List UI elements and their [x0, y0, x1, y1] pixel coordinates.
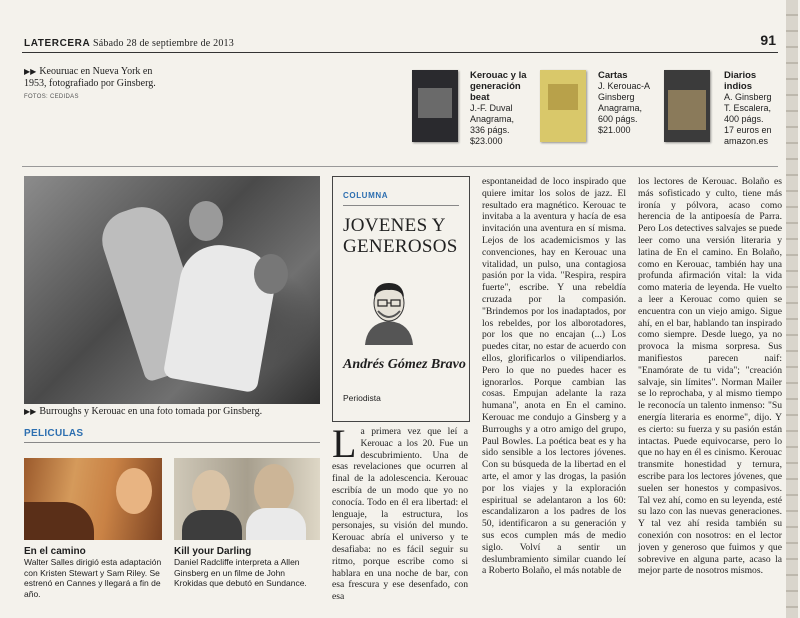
article-col-2: [482, 176, 626, 608]
movies-rule: [24, 442, 320, 443]
article-col-3: [638, 176, 782, 608]
book-info-1: Anagrama,: [470, 114, 515, 124]
article-text-1: a primera vez que leí a Kerouac a los 20. Fue un descubrimiento. Una de esas revelaciones que ocurren al final de la adolescencia. Kerouac escribía de un modo que yo no conocía. Todo en él era libertad: el lenguaje, la estructura, los personajes, su visión del mundo. Kerouac abría el universo y te desafiaba: no es fácil seguir su ritmo, porque escribe como si hablara en una noche de bar, con esa frescura y ese desenfado, con esa: [332, 426, 468, 603]
movie-2: [174, 546, 320, 589]
book-cover-image: [664, 70, 710, 142]
arrow-icon: ▶▶: [24, 67, 37, 76]
book-info-0: A. Ginsberg: [724, 92, 772, 102]
date: Sábado 28 de septiembre de 2013: [93, 38, 234, 49]
book-title: Diarios indios: [724, 70, 757, 92]
movie-1: [24, 546, 164, 599]
top-caption: [24, 66, 174, 103]
book-info-2: 400 págs.: [724, 114, 764, 124]
book-title: Cartas: [598, 70, 628, 81]
movie-still-kill-your-darling: [174, 458, 320, 540]
book-title: Kerouac y la generación beat: [470, 70, 527, 103]
burroughs-kerouac-photo: [24, 176, 320, 404]
book-info-1: Ginsberg: [598, 92, 635, 102]
page-binding-edge: [786, 0, 798, 618]
movie-text: Daniel Radcliffe interpreta a Allen Ginsberg en un filme de John Krokidas que debutó en Sundance.: [174, 557, 307, 588]
book-cover-image: [412, 70, 458, 142]
brand: LATERCERA: [24, 38, 91, 49]
column-headline: JOVENES Y GENEROSOS: [343, 215, 458, 257]
header-rule: [22, 52, 778, 53]
author-role: Periodista: [343, 393, 381, 403]
dropcap: L: [332, 426, 357, 466]
arrow-icon: ▶▶: [24, 407, 37, 416]
column-box: [332, 176, 470, 422]
book-info-3: 600 págs.: [598, 114, 638, 124]
movies-section-label: PELICULAS: [24, 428, 84, 439]
page-number: 91: [760, 32, 776, 48]
article-text-2: espontaneidad de loco inspirado que quiere imitar los solos de jazz. El resultado era magnético. Kerouac te invitaba a la aventura y hacía de esa invitación una aventura en sí misma. Lejos de los academicismos y las convenciones, hay en Kerouac una vitalidad, un pulso, una contagiosa pasión por la vida. "Respira, respira fuerte", escribe. Y una rebeldía cruzada por la compasión. "Brindemos por los inadaptados, por los rebeldes, por los alborotadores, por los que no encajan (...) Los puedes citar, no estar de acuerdo con ellos, glorificarlos o vilipendiarlos. Pero lo que no puedes hacer es ignorarlos. Porque cambian las cosas. Empujan adelante la raza humana", anota en En el camino. Kerouac me condujo a Ginsberg y a Burroughs y a otro amigo del grupo, Paul Bowles. La poética beat es y ha sido sensible a los lectores jóvenes. Con su búsqueda de la libertad en el arte, el amor y las drogas, la pasión por los viajes y la exploración espiritual se adelantaron a los 60: escandalizaron a los padres de los 50, identificaron a su generación y sus ecos cumplen más de medio siglo. Volví a sentir un deslumbramiento similar cuando leí a Roberto Bolaño, el más notable de: [482, 176, 626, 577]
main-caption-text: Burroughs y Kerouac en una foto tomada por Ginsberg.: [39, 406, 263, 417]
book-info-1: T. Escalera,: [724, 103, 772, 113]
book-info-4: $21.000: [598, 125, 631, 135]
book-info-2: 336 págs.: [470, 125, 510, 135]
book-cover-image: [540, 70, 586, 142]
article-text-3: los lectores de Kerouac. Bolaño es más sofisticado y culto, tiene más ironía y pólvora, acaso como herencia de la antipoesía de Parra. Pero Los detectives salvajes se puede leer como una versión literaria y latina de En el camino. En Bolaño, como en Kerouac, también hay una profunda afirmación vital: la vida como materia de leyenda. He vuelto a leer a Kerouac como quien se encuentra con un viejo amigo. Sigue ahí, en el bar, hablando tan inspirado como siempre. Desde luego, ya no provoca la misma sorpresa. Sus manifiestos parecen naif: "Enamórate de tu vida"; "creación salvaje, sin límites". Norman Mailer se lo reprochaba, y al mismo tiempo le reconocía un talento inmenso: "Su energía literaria es enorme", dijo. Y es cierto: su fuerza y su pasión están intactas. Puede equivocarse, pero lo que no hay en él es cinismo. Kerouac transmite honestidad y ternura, escribe para los lectores jóvenes, que suelen ser honestos y compasivos. Tal vez ahí, como en su leyenda, esté su lazo con las nuevas generaciones. Y tal vez ahí resida también su conexión con nosotros: en el lector joven y generoso que fuimos y que sobrevive en alguna parte, acaso la mejor parte de nosotros mismos.: [638, 176, 782, 577]
book-info-0: J.-F. Duval: [470, 103, 513, 113]
book-info-3: 17 euros en: [724, 125, 772, 135]
movie-text: Walter Salles dirigió esta adaptación con Kristen Stewart y Sam Riley. Se estrenó en Cannes y llegará a fin de año.: [24, 557, 162, 599]
photo-credit: FOTOS: CEDIDAS: [24, 94, 79, 100]
book-info-4: amazon.es: [724, 136, 769, 146]
section-rule: [22, 166, 778, 167]
column-label: COLUMNA: [343, 191, 389, 200]
book-info-0: J. Kerouac-A: [598, 81, 651, 91]
article-col-1: [332, 426, 468, 612]
top-caption-text: Keouruac en Nueva York en 1953, fotografiado por Ginsberg.: [24, 66, 156, 89]
movie-title: Kill your Darling: [174, 546, 252, 557]
author-portrait-icon: [359, 275, 419, 345]
book-info-3: $23.000: [470, 136, 503, 146]
movie-still-en-el-camino: [24, 458, 162, 540]
main-photo-caption: [24, 406, 262, 417]
page-header: [24, 38, 234, 49]
book-info-2: Anagrama,: [598, 103, 643, 113]
author-name: Andrés Gómez Bravo: [343, 357, 466, 372]
movie-title: En el camino: [24, 546, 86, 557]
